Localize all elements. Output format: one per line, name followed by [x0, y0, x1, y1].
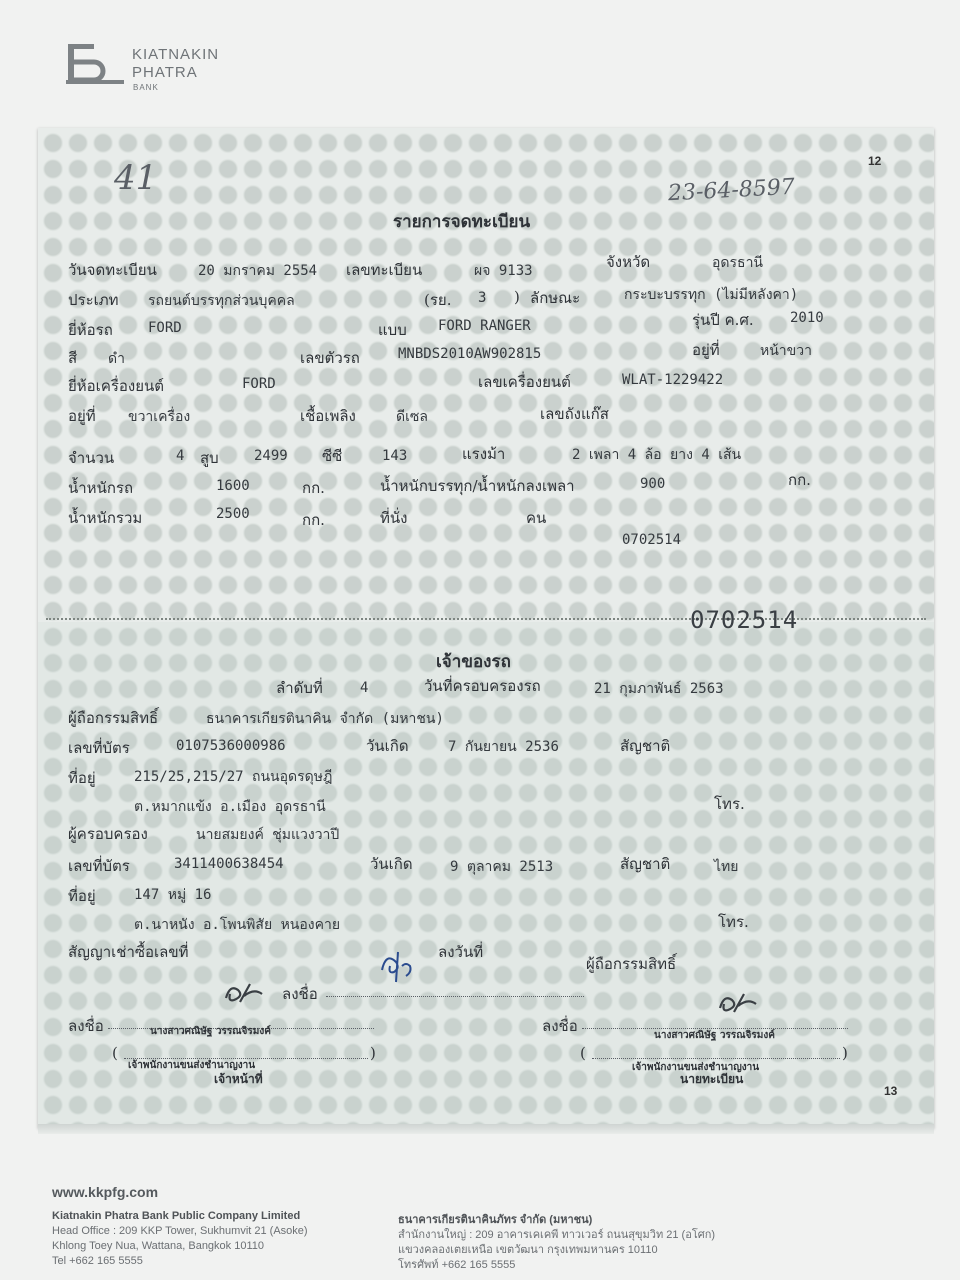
holder-id-label: เลขที่บัตร [68, 857, 130, 875]
chassis-label: เลขตัวรถ [300, 349, 360, 367]
holder-address-line1: 147 หมู่ 16 [134, 887, 212, 903]
title-holder-label: ผู้ถือกรรมสิทธิ์ [68, 709, 159, 727]
quantity-value: 4 [176, 448, 185, 464]
reg-date-value: 20 มกราคม 2554 [198, 263, 318, 279]
lease-contract-label: สัญญาเช่าซื้อเลขที่ [68, 943, 189, 961]
footer-company-en: Kiatnakin Phatra Bank Public Company Limited [52, 1210, 301, 1222]
holder-value: นายสมยงค์ ชุ่มแวงวาปี [196, 827, 340, 843]
cylinder-label: สูบ [200, 449, 219, 467]
vehicle-type-label: ประเภท [68, 291, 119, 309]
sign-label-middle: ลงชื่อ [282, 985, 318, 1003]
owner-id-value: 0107536000986 [176, 738, 286, 754]
load-weight-value: 900 [640, 476, 666, 492]
left-paren-open: ( [112, 1044, 118, 1062]
kiatnakin-logo-icon [66, 40, 126, 90]
handwritten-number: 41 [114, 158, 158, 198]
body-style-label: ลักษณะ [530, 289, 581, 307]
kg-unit-2: กก. [788, 471, 811, 489]
name-line-right [592, 1058, 840, 1059]
left-signer-name: นางสาวศณิษัฐ วรรณจิรมงค์ [150, 1026, 271, 1037]
sign-label-right: ลงชื่อ [542, 1017, 578, 1035]
brand-name-line2: PHATRA [132, 64, 198, 81]
footer-url[interactable]: www.kkpfg.com [52, 1184, 159, 1200]
registration-title: รายการจดทะเบียน [393, 212, 531, 232]
model-label: แบบ [378, 321, 407, 339]
seats-label: ที่นั่ง [380, 509, 408, 527]
page-number-bottom: 13 [884, 1084, 898, 1098]
brand-name-line1: KIATNAKIN [132, 46, 220, 63]
brand-name-line3: BANK [133, 83, 159, 92]
right-role-title: นายทะเบียน [680, 1072, 744, 1086]
owner-dob-label: วันเกิด [366, 737, 409, 755]
footer-company-th: ธนาคารเกียรตินาคินภัทร จำกัด (มหาชน) [398, 1214, 593, 1226]
chassis-value: MNBDS2010AW902815 [398, 346, 542, 362]
reg-no-value: ผจ 9133 [474, 263, 533, 279]
kg-unit-3: กก. [302, 511, 325, 529]
holder-dob-value: 9 ตุลาคม 2513 [450, 859, 554, 875]
owner-section-title: เจ้าของรถ [436, 652, 511, 672]
ry-value: 3 [478, 290, 487, 306]
vehicle-type-value: รถยนต์บรรทุกส่วนบุคคล [148, 293, 295, 309]
load-weight-label: น้ำหนักบรรทุก/น้ำหนักลงเพลา [380, 477, 575, 495]
model-value: FORD RANGER [438, 318, 531, 334]
ry-close: ) [514, 288, 520, 306]
engine-brand-value: FORD [242, 376, 276, 392]
owner-dob-value: 7 กันยายน 2536 [448, 739, 559, 755]
owner-address-line2: ต.หมากแข้ง อ.เมือง อุดรธานี [134, 799, 326, 815]
right-signer-name: นางสาวศณิษัฐ วรรณจิรมงค์ [654, 1030, 775, 1041]
left-paren-close: ) [370, 1044, 376, 1062]
axle-tire-text: 2 เพลา 4 ล้อ ยาง 4 เส้น [572, 447, 742, 463]
gross-weight-value: 2500 [216, 506, 250, 522]
holder-nationality-value: ไทย [714, 859, 739, 875]
province-label: จังหวัด [606, 253, 651, 271]
color-value: ดำ [108, 351, 125, 367]
holder-nationality-label: สัญชาติ [620, 855, 671, 873]
footer-address-th-1: สำนักงานใหญ่ : 209 อาคารเคเคพี ทาวเวอร์ ถนนสุขุมวิท 21 (อโศก) [398, 1229, 716, 1241]
engine-no-label: เลขเครื่องยนต์ [478, 373, 571, 391]
holder-address-label: ที่อยู่ [68, 887, 96, 905]
fuel-label: เชื้อเพลิง [300, 407, 356, 425]
horsepower-label: แรงม้า [462, 445, 506, 463]
owner-order-label: ลำดับที่ [276, 679, 323, 697]
cc-value: 2499 [254, 448, 288, 464]
owner-tel-label: โทร. [714, 795, 745, 813]
vehicle-weight-value: 1600 [216, 478, 250, 494]
handwritten-reference: 23-64-8597 [667, 174, 796, 207]
vehicle-weight-label: น้ำหนักรถ [68, 479, 134, 497]
footer-address-th-2: แขวงคลองเตยเหนือ เขตวัฒนา กรุงเทพมหานคร 10110 [398, 1244, 658, 1256]
brand-label: ยี่ห้อรถ [68, 321, 113, 339]
title-holder-value: ธนาคารเกียรตินาคิน จำกัด (มหาชน) [206, 711, 444, 727]
possession-date-value: 21 กุมภาพันธ์ 2563 [594, 681, 724, 697]
signature-line-middle [326, 996, 584, 997]
owner-id-label: เลขที่บัตร [68, 739, 130, 757]
quantity-label: จำนวน [68, 449, 115, 467]
owner-address-label: ที่อยู่ [68, 769, 96, 787]
sign-label-left: ลงชื่อ [68, 1017, 104, 1035]
holder-label: ผู้ครอบครอง [68, 825, 148, 843]
footer-tel-th: โทรศัพท์ +662 165 5555 [398, 1259, 516, 1271]
owner-address-line1: 215/25,215/27 ถนนอุดรดุษฎี [134, 769, 333, 785]
holder-address-line2: ต.นาหนัง อ.โพนพิสัย หนองคาย [134, 917, 341, 933]
engine-location-label: อยู่ที่ [68, 407, 96, 425]
right-paren-open: ( [580, 1044, 586, 1062]
chassis-location-value: หน้าขวา [760, 343, 812, 359]
left-role-line: เจ้าพนักงานขนส่งชำนาญงาน [128, 1060, 256, 1071]
body-style-value: กระบะบรรทุก (ไม่มีหลังคา) [624, 287, 799, 303]
engine-location-value: ขวาเครื่อง [128, 409, 191, 425]
book-page-edge [38, 1124, 934, 1134]
cc-label: ซีซี [322, 447, 343, 465]
brand-value: FORD [148, 320, 182, 336]
lease-date-label: ลงวันที่ [438, 943, 484, 961]
owner-order-value: 4 [360, 680, 369, 696]
horsepower-value: 143 [382, 448, 408, 464]
ry-open: (รย. [424, 291, 452, 309]
gross-weight-label: น้ำหนักรวม [68, 509, 143, 527]
reg-no-label: เลขทะเบียน [346, 261, 423, 279]
page-number-top: 12 [868, 154, 882, 168]
possession-date-label: วันที่ครอบครองรถ [424, 677, 541, 695]
signature-mark-middle-icon [222, 978, 266, 1008]
holder-dob-label: วันเกิด [370, 855, 413, 873]
holder-id-value: 3411400638454 [174, 856, 284, 872]
gas-tank-label: เลขถังแก๊ส [540, 405, 609, 423]
owner-signature-label: ผู้ถือกรรมสิทธิ์ [586, 955, 677, 973]
engine-brand-label: ยี่ห้อเครื่องยนต์ [68, 377, 165, 395]
color-label: สี [68, 349, 78, 367]
fuel-value: ดีเซล [396, 409, 428, 425]
engine-no-value: WLAT-1229422 [622, 372, 724, 388]
owner-nationality-label: สัญชาติ [620, 737, 671, 755]
holder-tel-label: โทร. [718, 913, 749, 931]
left-role-title: เจ้าหน้าที่ [214, 1072, 263, 1086]
chassis-location-label: อยู่ที่ [692, 341, 720, 359]
right-role-line: เจ้าพนักงานขนส่งชำนาญงาน [632, 1062, 760, 1073]
serial-number-large: 0702514 [690, 606, 799, 634]
blue-ink-mark-icon [376, 940, 416, 986]
seats-unit: คน [526, 509, 547, 527]
reg-date-label: วันจดทะเบียน [68, 261, 157, 279]
province-value: อุดรธานี [712, 255, 763, 271]
footer-tel-en: Tel +662 165 5555 [52, 1255, 143, 1267]
model-year-value: 2010 [790, 310, 824, 326]
signature-mark-right-icon [716, 988, 760, 1018]
kg-unit-1: กก. [302, 479, 325, 497]
footer-address-en-2: Khlong Toey Nua, Wattana, Bangkok 10110 [52, 1240, 264, 1252]
serial-number-small: 0702514 [622, 532, 682, 548]
right-paren-close: ) [842, 1044, 848, 1062]
footer-address-en-1: Head Office : 209 KKP Tower, Sukhumvit 21 (Asoke) [52, 1225, 308, 1237]
model-year-label: รุ่นปี ค.ศ. [692, 311, 754, 329]
